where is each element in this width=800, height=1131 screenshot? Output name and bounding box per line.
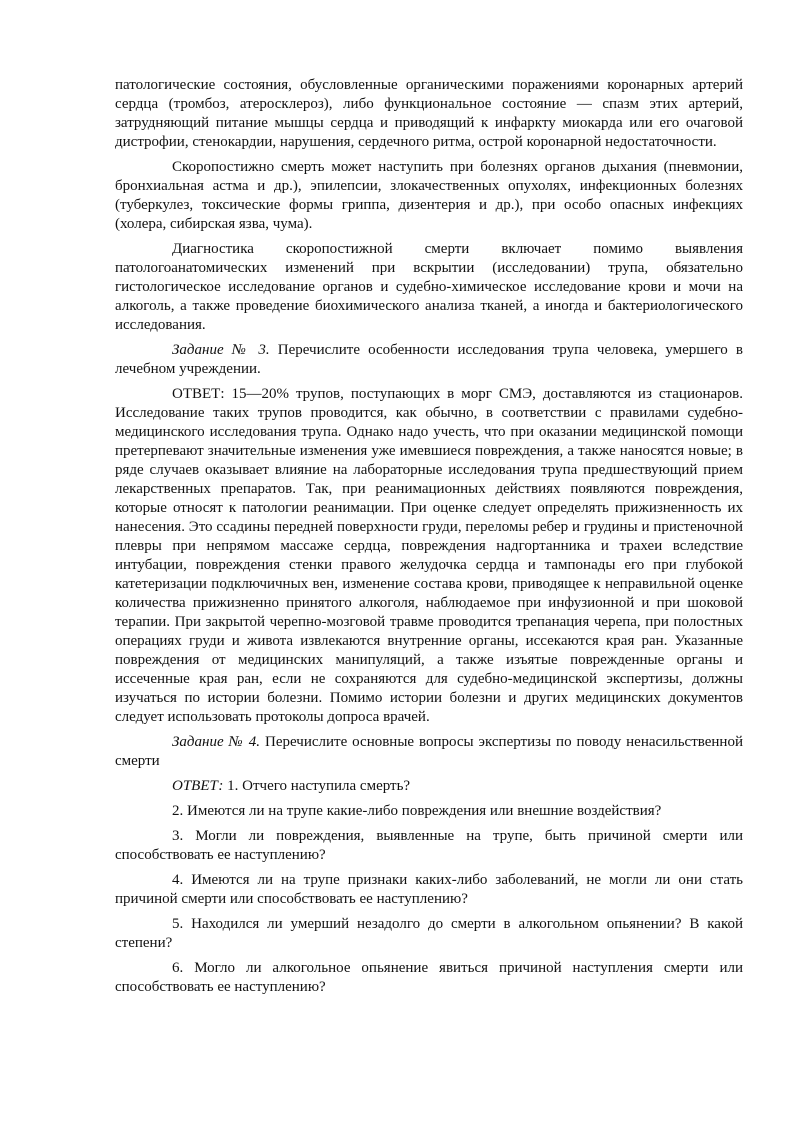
answer-4-question-4: 4. Имеются ли на трупе признаки каких-либо заболеваний, не могли ли они стать причиной смерти или способствовать ее наступлению? [115,872,743,907]
task-3-text: Перечислите особенности исследования трупа человека, умершего в лечебном учреждении. [115,342,743,377]
task-4-question [115,733,743,771]
task-4-text: Перечислите основные вопросы экспертизы по поводу ненасильственной смерти [115,734,743,769]
answer-4-question-6: 6. Могло ли алкогольное опьянение явиться причиной наступления смерти или способствовать ее наступлению? [115,960,743,995]
task-3-label: Задание № 3. [172,342,270,358]
answer-4-question-1 [115,777,743,796]
answer-4-question-2: 2. Имеются ли на трупе какие-либо повреждения или внешние воздействия? [172,803,662,819]
answer-4-label: ОТВЕТ: [172,778,224,794]
paragraph-sudden-death-causes: Скоропостижно смерть может наступить при болезнях органов дыхания (пневмонии, бронхиальная астма и др.), эпилепсии, злокачественных опухолях, инфекционных болезнях (туберкулез, токсические формы гриппа, дизентерия и др.), при особо опасных инфекциях (холера, сибирская язва, чума). [115,159,743,232]
paragraph-diagnostics: Диагностика скоропостижной смерти включает помимо выявления патологоанатомических изменений при вскрытии (исследовании) трупа, обязательно гистологическое исследование органов и судебно-химическое исследование крови и мочи на алкоголь, а также проведение биохимического анализа тканей, а иногда и бактериологического исследования. [115,241,743,333]
paragraph-coronary: патологические состояния, обусловленные органическими поражениями коронарных артерий сердца (тромбоз, атеросклероз), либо функциональное состояние — спазм этих артерий, затрудняющий питание мышцы сердца и приводящий к инфаркту миокарда или его очаговой дистрофии, стенокардии, нарушения, сердечного ритма, острой коронарной недостаточности. [115,77,743,150]
answer-4-question-5: 5. Находился ли умерший незадолго до смерти в алкогольном опьянении? В какой степени? [115,916,743,951]
task-3-question [115,341,743,379]
answer-3: ОТВЕТ: 15—20% трупов, поступающих в морг СМЭ, доставляются из стационаров. Исследование таких трупов проводится, как обычно, в соответствии с правилами судебно-медицинского исследования трупа. Однако надо учесть, что при оказании медицинской помощи претерпевают значительные изменения уже имевшиеся повреждения, а также наносятся новые; в ряде случаев оказывает влияние на лабораторные исследования трупа предшествующий прием лекарственных препаратов. Так, при реанимационных действиях появляются повреждения, которые относят к патологии реанимации. При оценке следует определять прижизненность их нанесения. Это ссадины передней поверхности груди, переломы ребер и грудины и пристеночной плевры при непрямом массаже сердца, повреждения надгортанника и трахеи вследствие интубации, повреждения стенки правого желудочка сердца и тампонады его при глубокой катетеризации подключичных вен, изменение состава крови, приводящее к неправильной оценке количества прижизненно принятого алкоголя, наблюдаемое при инфузионной и при шоковой терапии. При закрытой черепно-мозговой травме проводится трепанация черепа, при полостных операциях груди и живота извлекаются внутренние органы, иссекаются края ран. Указанные повреждения от медицинских манипуляций, а также изъятые поврежденные органы и иссеченные края ран, если не сохраняются для судебно-медицинской экспертизы, должны изучаться по истории болезни. Помимо истории болезни и других медицинских документов следует использовать протоколы допроса врачей. [115,386,743,725]
task-4-label: Задание № 4. [172,734,261,750]
answer-4-question-3: 3. Могли ли повреждения, выявленные на трупе, быть причиной смерти или способствовать ее наступлению? [115,828,743,863]
question-1-text: 1. Отчего наступила смерть? [223,778,411,794]
document-page [115,76,743,1003]
